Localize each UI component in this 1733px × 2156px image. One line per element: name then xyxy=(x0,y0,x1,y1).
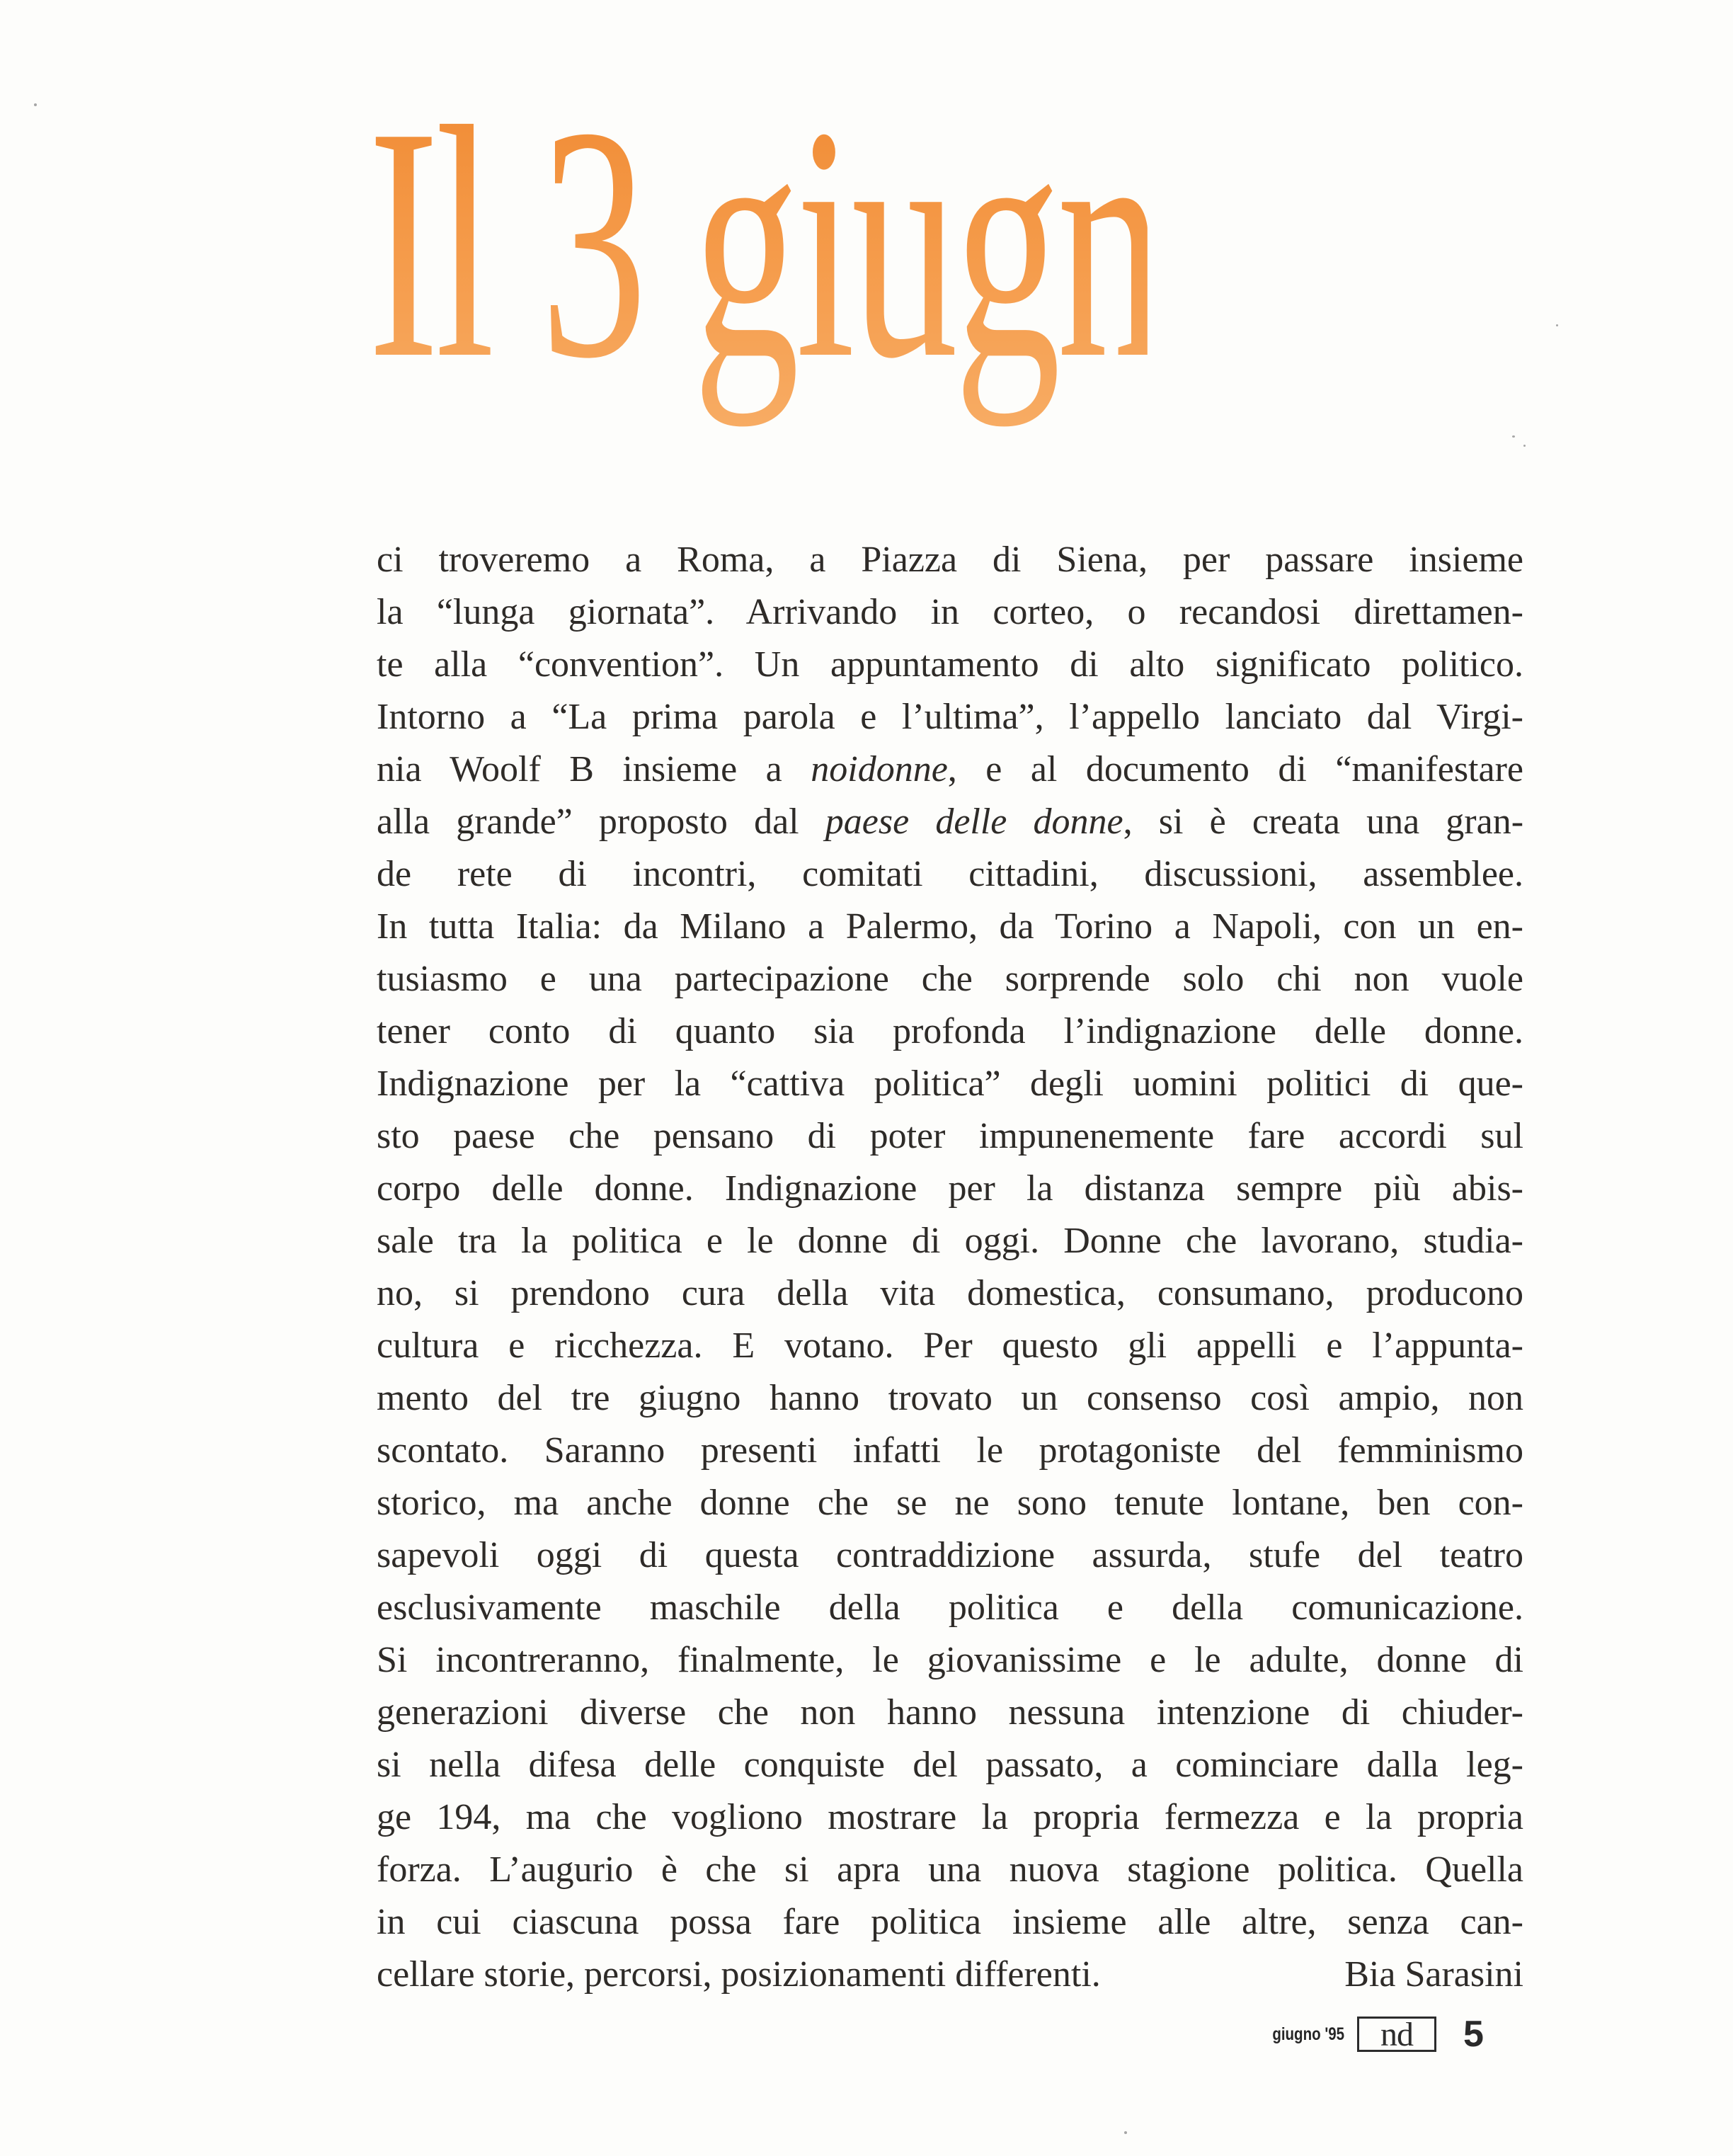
article-line: ci troveremo a Roma, a Piazza di Siena, per passare insieme xyxy=(377,540,1523,580)
page-number: 5 xyxy=(1463,2014,1484,2055)
article-line: In tutta Italia: da Milano a Palermo, da Torino a Napoli, con un en- xyxy=(377,906,1523,947)
scan-speck xyxy=(1556,324,1558,326)
article-line: si nella difesa delle conquiste del passato, a cominciare dalla leg- xyxy=(377,1745,1523,1785)
article-line-text: , e al documento di “manifestare xyxy=(947,749,1523,789)
magazine-logo xyxy=(1357,2017,1436,2052)
issue-date: giugno '95 xyxy=(1272,2024,1344,2044)
scan-speck xyxy=(1124,2131,1127,2134)
scan-speck xyxy=(1523,445,1526,447)
scan-speck xyxy=(1512,435,1515,438)
article-line: no, si prendono cura della vita domestica, consumano, producono xyxy=(377,1273,1523,1313)
article-line: te alla “convention”. Un appuntamento di alto significato politico. xyxy=(377,644,1523,685)
article-line: de rete di incontri, comitati cittadini, discussioni, assemblee. xyxy=(377,854,1523,894)
article-line-text: , si è creata una gran- xyxy=(1123,802,1524,842)
article-line: ge 194, ma che vogliono mostrare la propria fermezza e la propria xyxy=(377,1797,1523,1837)
article-lines xyxy=(377,534,1523,1949)
article-line: sale tra la politica e le donne di oggi. Donne che lavorano, studia- xyxy=(377,1221,1523,1261)
article-line: storico, ma anche donne che se ne sono tenute lontane, ben con- xyxy=(377,1483,1523,1523)
author-signature: Bia Sarasini xyxy=(1344,1954,1523,1995)
article-line: Si incontreranno, finalmente, le giovanissime e le adulte, donne di xyxy=(377,1640,1523,1680)
magazine-logo-text: nd xyxy=(1380,2016,1413,2053)
scan-speck xyxy=(34,103,37,106)
headline: Il 3 giugno xyxy=(368,76,1148,473)
article-line: Intorno a “La prima parola e l’ultima”, l’appello lanciato dal Virgi- xyxy=(377,697,1523,737)
article-last-line xyxy=(377,1949,1523,2001)
article-line: scontato. Saranno presenti infatti le protagoniste del femminismo xyxy=(377,1430,1523,1471)
article-line: generazioni diverse che non hanno nessuna intenzione di chiuder- xyxy=(377,1692,1523,1733)
article-line xyxy=(377,743,1523,796)
article-line: Indignazione per la “cattiva politica” degli uomini politici di que- xyxy=(377,1063,1523,1104)
article-line: sto paese che pensano di poter impunenemente fare accordi sul xyxy=(377,1116,1523,1156)
article-line: esclusivamente maschile della politica e della comunicazione. xyxy=(377,1587,1523,1628)
article-line: forza. L’augurio è che si apra una nuova stagione politica. Quella xyxy=(377,1849,1523,1890)
italic-publication-name: noidonne xyxy=(811,749,948,789)
article-line: mento del tre giugno hanno trovato un consenso così ampio, non xyxy=(377,1378,1523,1418)
italic-publication-name: paese delle donne xyxy=(825,802,1123,842)
article-line: sapevoli oggi di questa contraddizione assurda, stufe del teatro xyxy=(377,1535,1523,1575)
article-body xyxy=(377,534,1523,2001)
article-line: la “lunga giornata”. Arrivando in corteo, o recandosi direttamen- xyxy=(377,592,1523,632)
article-line: cultura e ricchezza. E votano. Per questo gli appelli e l’appunta- xyxy=(377,1325,1523,1366)
article-line-text: nia Woolf B insieme a xyxy=(377,749,811,789)
article-line: in cui ciascuna possa fare politica insieme alle altre, senza can- xyxy=(377,1902,1523,1942)
article-line: tusiasmo e una partecipazione che sorprende solo chi non vuole xyxy=(377,959,1523,999)
article-line: corpo delle donne. Indignazione per la distanza sempre più abis- xyxy=(377,1168,1523,1209)
page-footer xyxy=(1257,2009,1484,2059)
article-line-text: alla grande” proposto dal xyxy=(377,802,825,842)
article-line xyxy=(377,796,1523,848)
article-line: tener conto di quanto sia profonda l’indignazione delle donne. xyxy=(377,1011,1523,1051)
last-line-text: cellare storie, percorsi, posizionamenti differenti. xyxy=(377,1954,1101,1995)
